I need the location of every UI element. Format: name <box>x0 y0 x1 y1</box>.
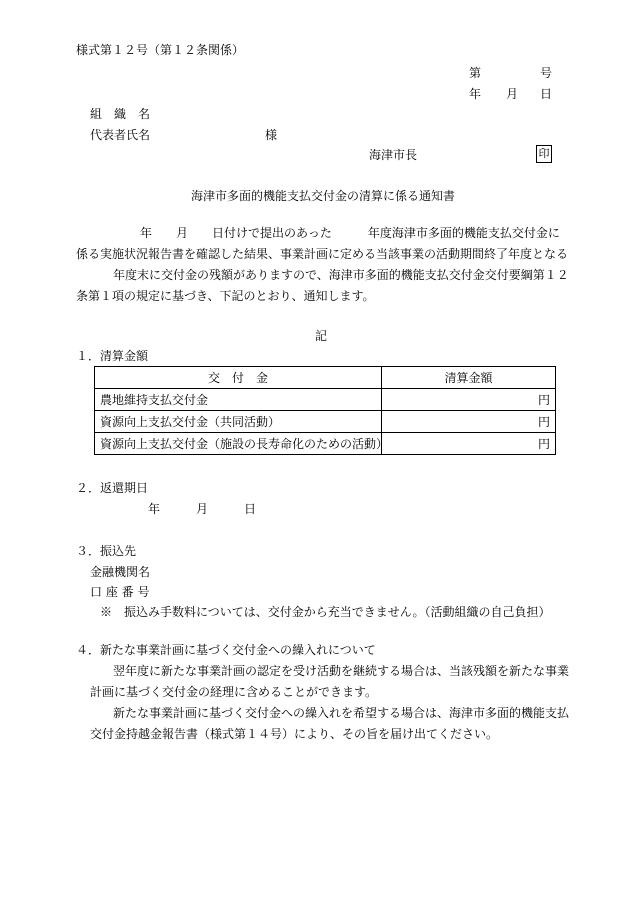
date-month: 月 <box>506 87 519 101</box>
number-prefix: 第 <box>469 66 482 80</box>
grant-name: 資源向上支払交付金（施設の長寿命化のための活動） <box>95 433 382 455</box>
section-4-p2-line2: 交付金持越金報告書（様式第１４号）により、その旨を届け出てください。 <box>90 727 499 741</box>
grant-name: 資源向上支払交付金（共同活動） <box>95 411 382 433</box>
section-3-heading: ３．振込先 <box>76 544 137 558</box>
section-4-p2-line1: 新たな事業計画に基づく交付金への繰入れを希望する場合は、海津市多面的機能支払 <box>113 706 570 720</box>
date-day: 日 <box>540 87 553 101</box>
amount-unit: 円 <box>382 433 556 455</box>
amount-unit: 円 <box>382 411 556 433</box>
section-1-heading: １．清算金額 <box>76 349 149 363</box>
body-line-2: 係る実施状況報告書を確認した結果、事業計画に定める当該事業の活動期間終了年度となる <box>76 247 569 261</box>
grant-name: 農地維持支払交付金 <box>95 389 382 411</box>
fee-note: ※ 振込み手数料については、交付金から充当できません。（活動組織の自己負担） <box>100 605 551 619</box>
section-4-p1-line2: 計画に基づく交付金の経理に含めることができます。 <box>90 685 378 699</box>
table-row <box>95 433 556 455</box>
bank-name-label: 金融機関名 <box>90 565 151 579</box>
representative-label: 代表者氏名 <box>90 128 151 142</box>
table-header-amount: 清算金額 <box>382 367 556 389</box>
mayor-title: 海津市長 <box>369 148 418 162</box>
seal-mark: 印 <box>536 145 552 163</box>
ki-mark: 記 <box>315 329 328 343</box>
table-header-grant: 交 付 金 <box>95 367 382 389</box>
return-month: 月 <box>196 502 209 516</box>
table-header-row <box>95 367 556 389</box>
form-number: 様式第１２号（第１２条関係） <box>76 43 245 57</box>
org-name-label: 組 織 名 <box>90 107 151 121</box>
body-line-4: 条第１項の規定に基づき、下記のとおり、通知します。 <box>76 289 375 303</box>
return-day: 日 <box>244 502 257 516</box>
body-line-1: 年 月 日付けで提出のあった 年度海津市多面的機能支払交付金に <box>140 226 560 240</box>
honorific: 様 <box>265 128 278 142</box>
number-suffix: 号 <box>540 66 553 80</box>
return-year: 年 <box>148 502 161 516</box>
section-4-p1-line1: 翌年度に新たな事業計画の認定を受け活動を継続する場合は、当該残額を新たな事業 <box>113 664 570 678</box>
account-number-label: 口 座 番 号 <box>90 585 150 599</box>
table-row <box>95 389 556 411</box>
body-line-3: 年度末に交付金の残額がありますので、海津市多面的機能支払交付金交付要綱第１２ <box>113 268 569 282</box>
section-4-heading: ４．新たな事業計画に基づく交付金への繰入れについて <box>76 643 376 657</box>
date-year: 年 <box>469 87 482 101</box>
document-title: 海津市多面的機能支払交付金の清算に係る通知書 <box>191 189 456 203</box>
section-2-heading: ２．返還期日 <box>76 481 149 495</box>
amount-unit: 円 <box>382 389 556 411</box>
settlement-table <box>94 366 556 455</box>
table-row <box>95 411 556 433</box>
